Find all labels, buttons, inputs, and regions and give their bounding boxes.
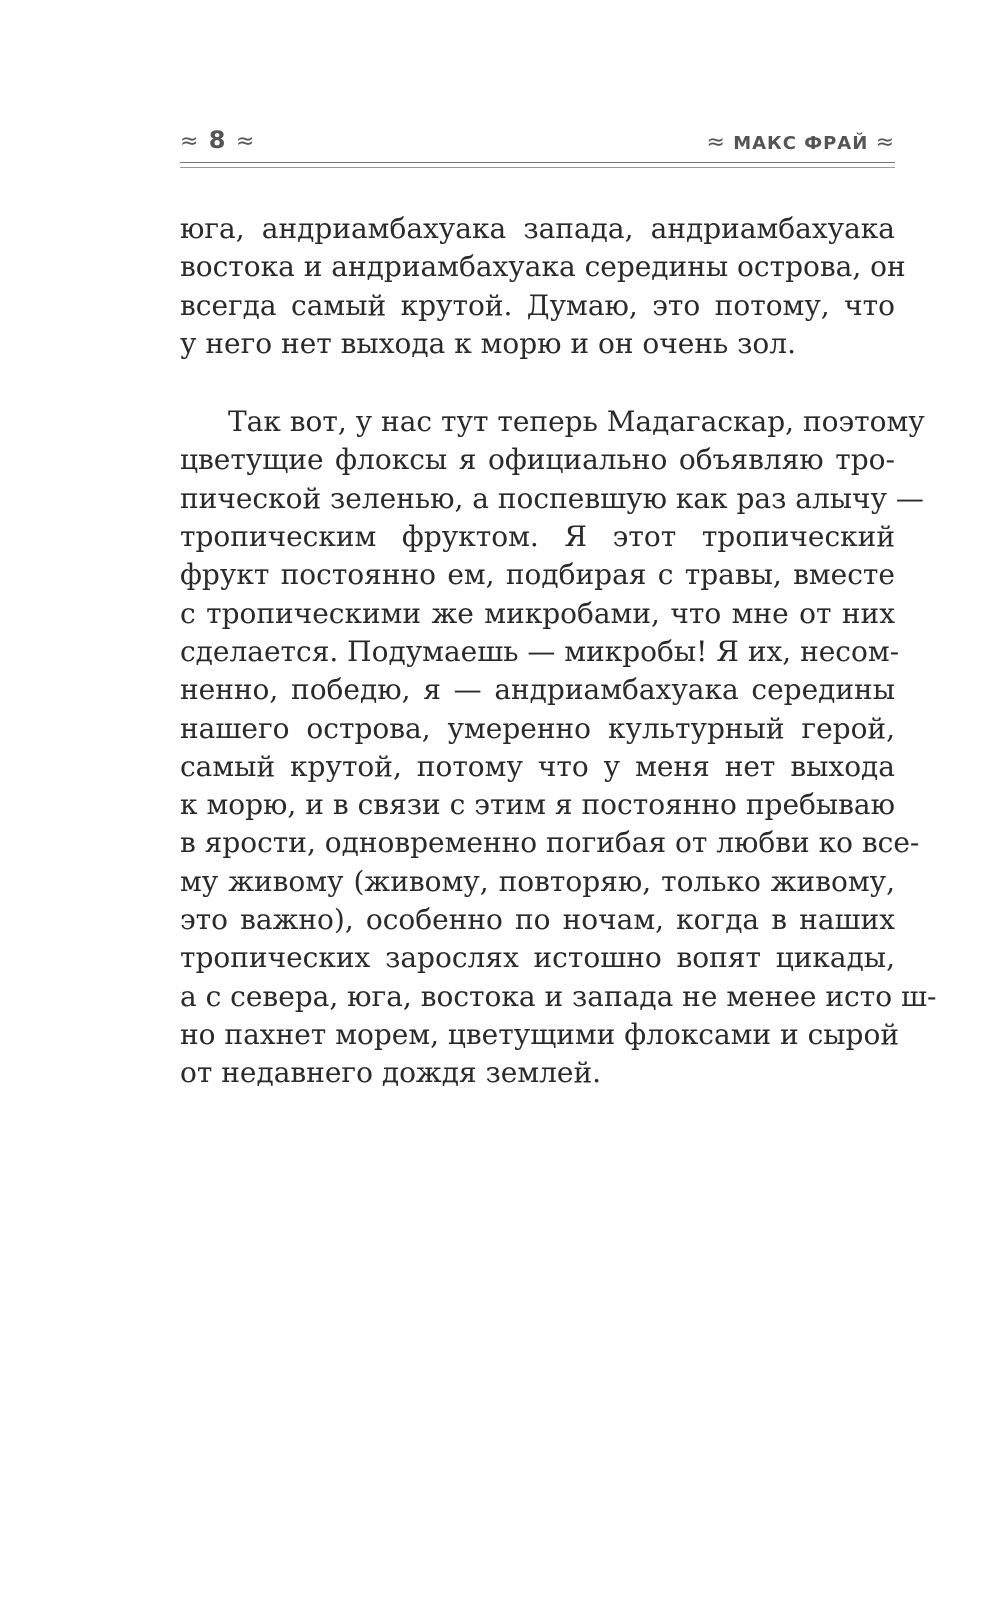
text-line: самый крутой, потому что у меня нет выхода <box>180 749 895 783</box>
page-number-group <box>180 126 255 154</box>
paragraph <box>180 210 906 363</box>
text-line: у него нет выхода к морю и он очень зол. <box>180 326 796 360</box>
text-line: в ярости, одновременно погибая от любви ко все- <box>180 826 920 860</box>
header-rule-secondary <box>180 167 895 168</box>
running-header <box>180 118 895 158</box>
body-text <box>180 210 937 1093</box>
header-rule <box>180 162 895 163</box>
text-line: с тропическими же микробами, что мне от них <box>180 596 895 630</box>
author-name-group <box>706 130 895 155</box>
wave-ornament-icon: ≈ <box>180 129 200 154</box>
text-line: сделается. Подумаешь — микробы! Я их, несом- <box>180 634 900 668</box>
page-number: 8 <box>208 126 227 154</box>
text-line: но пахнет морем, цветущими флоксами и сырой <box>180 1017 899 1051</box>
text-line: нашего острова, умеренно культурный герой, <box>180 711 895 745</box>
text-line: ненно, победю, я — андриамбахуака середины <box>180 673 895 707</box>
text-line: му живому (живому, повторяю, только живому, <box>180 864 895 898</box>
text-line: цветущие флоксы я официально объявляю тро- <box>180 443 895 477</box>
text-line: от недавнего дождя землей. <box>180 1056 602 1090</box>
text-line: к морю, и в связи с этим я постоянно пребываю <box>180 788 895 822</box>
text-line: востока и андриамбахуака середины острова, он <box>180 250 906 284</box>
text-line: это важно), особенно по ночам, когда в наших <box>180 903 895 937</box>
text-line: тропическим фруктом. Я этот тропический <box>180 520 895 554</box>
paragraph <box>180 403 937 1092</box>
wave-ornament-icon: ≈ <box>706 130 726 155</box>
wave-ornament-icon: ≈ <box>235 129 256 154</box>
paragraph-gap <box>180 363 895 403</box>
text-line: фрукт постоянно ем, подбирая с травы, вместе <box>180 558 895 592</box>
text-line: тропических зарослях истошно вопят цикады, <box>180 941 895 975</box>
wave-ornament-icon: ≈ <box>875 130 895 155</box>
text-line: юга, андриамбахуака запада, андриамбахуака <box>180 212 895 245</box>
text-line: а с севера, юга, востока и запада не менее исто ш- <box>180 979 937 1013</box>
text-line: Так вот, у нас тут теперь Мадагаскар, поэтому <box>228 405 925 439</box>
author-name: МАКС ФРАЙ <box>733 133 869 154</box>
text-line: всегда самый крутой. Думаю, это потому, что <box>180 288 895 322</box>
text-line: пической зеленью, а поспевшую как раз алычу — <box>180 481 924 515</box>
